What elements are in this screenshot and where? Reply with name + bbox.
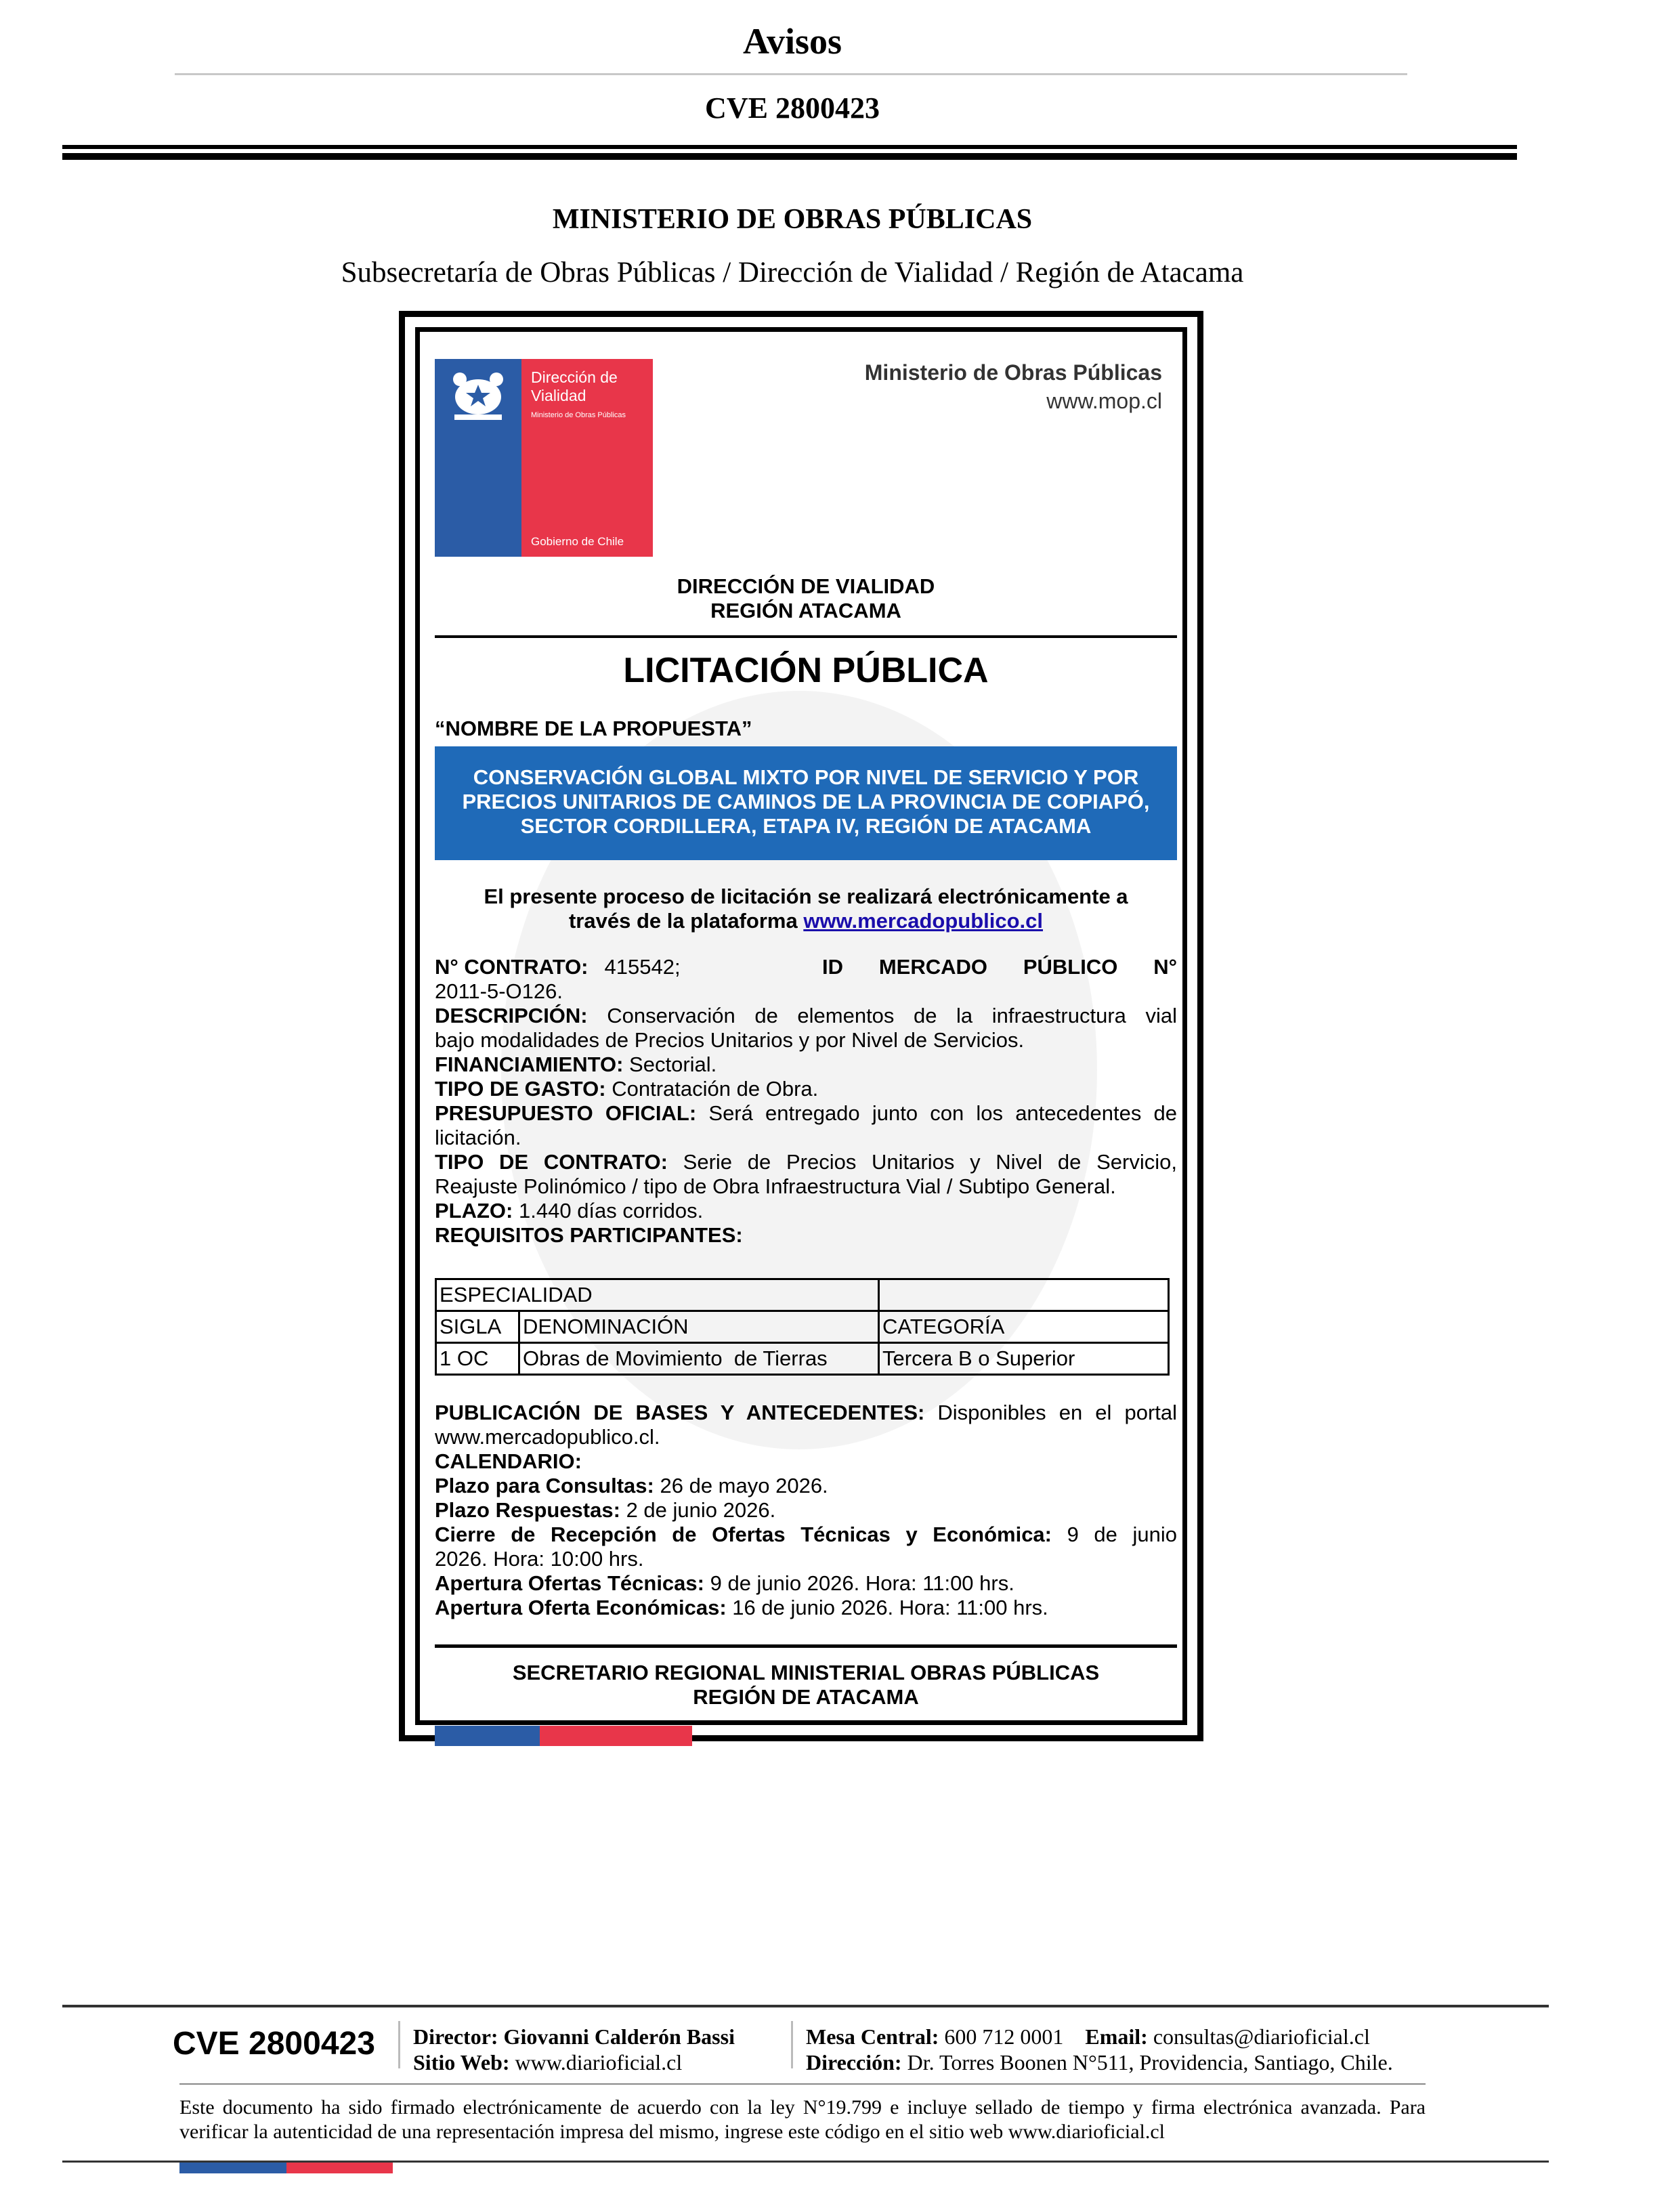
answers-deadline: Plazo Respuestas: 2 de junio 2026. [435, 1498, 776, 1522]
tender-title: LICITACIÓN PÚBLICA [623, 651, 989, 690]
flag-stripe [435, 1726, 692, 1746]
logo-red-panel [521, 359, 653, 557]
table-cell [879, 1279, 1169, 1311]
budget-line: PRESUPUESTO OFICIAL: Será entregado junto con los antecedentes de [435, 1101, 1177, 1125]
legal-notice: Este documento ha sido firmado electrónicamente de acuerdo con la ley N°19.799 e incluye sellado de tiempo y firma electrónica avanzada. Para verificar la autenticidad de una representación impresa del mismo, ingrese este código en el sitio web www.diarioficial.cl [179, 2096, 1426, 2143]
footer-rule [62, 2005, 1549, 2007]
footer-cve: CVE 2800423 [173, 2026, 375, 2062]
section-title: Avisos [742, 21, 842, 62]
footer-website-link[interactable]: www.diarioficial.cl [515, 2050, 683, 2075]
footer-separator [398, 2021, 400, 2068]
requirements-label: REQUISITOS PARTICIPANTES: [435, 1223, 743, 1247]
logo-government: Gobierno de Chile [531, 535, 624, 548]
logo-blue-panel [435, 359, 521, 557]
table-header: SIGLA [436, 1311, 519, 1343]
electronic-notice-cont: través de la plataforma www.mercadopublico.cl [568, 909, 1044, 933]
economic-opening: Apertura Oferta Económicas: 16 de junio 2026. Hora: 11:00 hrs. [435, 1596, 1048, 1619]
ministry-subtitle: Subsecretaría de Obras Públicas / Dirección de Vialidad / Región de Atacama [341, 257, 1244, 289]
proposal-line: SECTOR CORDILLERA, ETAPA IV, REGIÓN DE ATACAMA [520, 814, 1092, 838]
table-cell: ESPECIALIDAD [436, 1279, 879, 1311]
header-divider [175, 73, 1407, 75]
header-rule-thick [62, 153, 1517, 160]
mop-name: Ministerio de Obras Públicas [864, 360, 1162, 385]
footer-director-info: Director: Giovanni Calderón Bassi Sitio Web: www.diarioficial.cl [413, 2024, 735, 2075]
expense-type-line: TIPO DE GASTO: Contratación de Obra. [435, 1077, 819, 1101]
calendar-label: CALENDARIO: [435, 1449, 582, 1473]
footer-contact-info: Mesa Central: 600 712 0001 Email: consultas@diarioficial.cl Dirección: Dr. Torres Boonen N°511, Providencia, Santiago, Chile. [806, 2024, 1393, 2075]
proposal-label: “NOMBRE DE LA PROPUESTA” [435, 717, 752, 740]
footer-flag-stripe [179, 2163, 393, 2173]
logo-subtitle: Ministerio de Obras Públicas [531, 411, 626, 419]
tender-details [435, 955, 1177, 1248]
cve-code: CVE 2800423 [705, 91, 880, 125]
signatory-region: REGIÓN DE ATACAMA [693, 1685, 919, 1709]
electronic-notice: El presente proceso de licitación se realizará electrónicamente a [484, 885, 1128, 908]
coat-of-arms-icon [441, 364, 515, 425]
table-cell: 1 OC [436, 1343, 519, 1375]
proposal-line: PRECIOS UNITARIOS DE CAMINOS DE LA PROVINCIA DE COPIAPÓ, [462, 790, 1150, 813]
logo-title: Dirección de Vialidad [531, 368, 618, 404]
header-rule [62, 145, 1517, 149]
ministry-name: MINISTERIO DE OBRAS PÚBLICAS [552, 204, 1033, 235]
table-row [436, 1343, 1169, 1375]
schedule-details [435, 1401, 1177, 1620]
publication-line: PUBLICACIÓN DE BASES Y ANTECEDENTES: Disponibles en el portal [435, 1401, 1178, 1424]
publication-line-2: www.mercadopublico.cl. [435, 1425, 660, 1449]
proposal-line: CONSERVACIÓN GLOBAL MIXTO POR NIVEL DE SERVICIO Y POR [473, 765, 1139, 789]
contract-line: N° CONTRATO: 415542; ID MERCADO PÚBLICO N° [435, 955, 1177, 979]
tender-notice-inner [415, 327, 1187, 1725]
table-cell: Tercera B o Superior [879, 1343, 1169, 1375]
description-line: DESCRIPCIÓN: Conservación de elementos de la infraestructura vial [435, 1004, 1177, 1027]
table-row [436, 1279, 1169, 1311]
requirements-table [435, 1278, 1170, 1376]
technical-opening: Apertura Ofertas Técnicas: 9 de junio 2026. Hora: 11:00 hrs. [435, 1571, 1014, 1595]
financing-line: FINANCIAMIENTO: Sectorial. [435, 1052, 717, 1076]
direction-heading: DIRECCIÓN DE VIALIDAD [677, 574, 935, 598]
table-row [436, 1311, 1169, 1343]
signature-divider [435, 1644, 1177, 1648]
vialidad-logo [435, 359, 653, 557]
region-heading: REGIÓN ATACAMA [710, 599, 901, 622]
mercadopublico-link[interactable]: www.mercadopublico.cl [803, 909, 1044, 933]
footer-email-link[interactable]: consultas@diarioficial.cl [1153, 2024, 1370, 2049]
budget-line-2: licitación. [435, 1126, 521, 1149]
closing-line-2: 2026. Hora: 10:00 hrs. [435, 1547, 644, 1571]
notice-divider [435, 635, 1177, 638]
mop-website: www.mop.cl [1046, 389, 1162, 413]
table-header: CATEGORÍA [879, 1311, 1169, 1343]
tender-notice [399, 311, 1203, 1741]
term-line: PLAZO: 1.440 días corridos. [435, 1199, 704, 1222]
mercado-publico-id: 2011-5-O126. [435, 979, 563, 1003]
table-cell: Obras de Movimiento de Tierras [519, 1343, 879, 1375]
contract-type-line-2: Reajuste Polinómico / tipo de Obra Infraestructura Vial / Subtipo General. [435, 1174, 1116, 1198]
signatory-title: SECRETARIO REGIONAL MINISTERIAL OBRAS PÚBLICAS [512, 1661, 1100, 1684]
proposal-name-box [435, 746, 1177, 860]
queries-deadline: Plazo para Consultas: 26 de mayo 2026. [435, 1474, 828, 1497]
footer-divider [179, 2083, 1426, 2085]
table-header: DENOMINACIÓN [519, 1311, 879, 1343]
footer-separator [791, 2021, 793, 2068]
contract-type-line: TIPO DE CONTRATO: Serie de Precios Unitarios y Nivel de Servicio, [435, 1150, 1177, 1174]
closing-line: Cierre de Recepción de Ofertas Técnicas y Económica: 9 de junio [435, 1523, 1177, 1546]
description-line-2: bajo modalidades de Precios Unitarios y por Nivel de Servicios. [435, 1028, 1025, 1052]
